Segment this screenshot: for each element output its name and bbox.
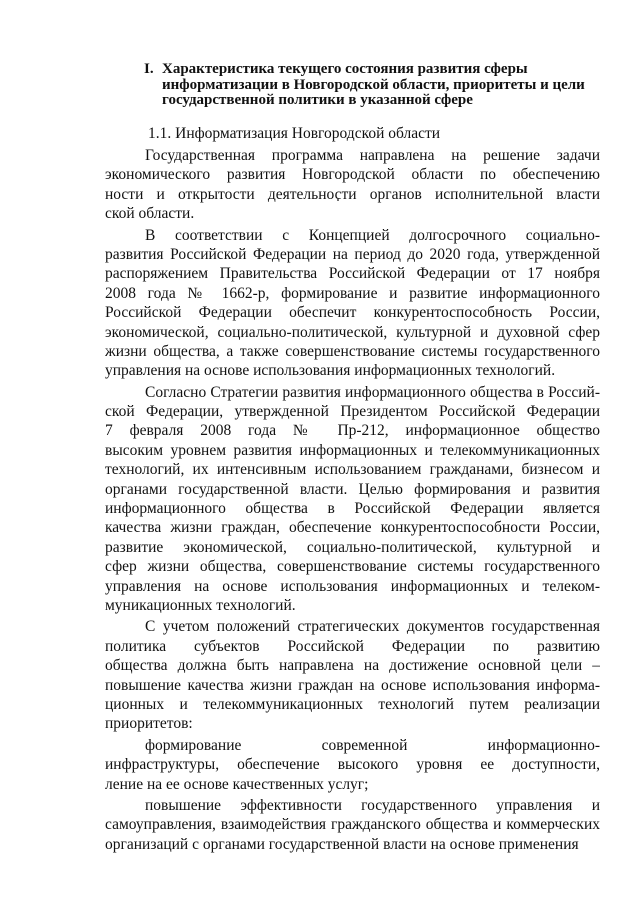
paragraph xyxy=(105,736,600,794)
paragraph-line: качества жизни граждан, обеспечение конкурентоспособности России, xyxy=(105,519,600,537)
paragraph-line: 7 февраля 2008 года № Пр-212, информационное общество xyxy=(105,422,600,440)
paragraph-line: информационного общества в Российской Федерации является xyxy=(105,500,600,518)
paragraph-line: повышение эффективности государственного управления и xyxy=(145,796,600,814)
paragraph xyxy=(105,617,600,733)
heading-number: I. xyxy=(144,61,154,77)
chapter-heading xyxy=(144,62,604,109)
paragraph-line: сфер жизни общества, совершенствование системы государственного xyxy=(105,558,600,576)
paragraph xyxy=(105,226,600,381)
paragraph-line: управления на основе использования информационных технологий. xyxy=(105,362,556,380)
heading-line-1 xyxy=(144,62,604,78)
paragraph-line: Согласно Стратегии развития информационного общества в Россий- xyxy=(145,383,600,401)
heading-line-2: информатизации в Новгородской области, приоритеты и цели xyxy=(162,76,585,93)
paragraph-line: жизни общества, а также совершенствование системы государственного xyxy=(105,342,600,360)
paragraph-line: самоуправления, взаимодействия гражданского общества и коммерческих xyxy=(105,816,600,834)
paragraph-line: Государственная программа направлена на решение задачи xyxy=(145,147,600,164)
paragraph-line: Российской Федерации обеспечит конкурентоспособность России, xyxy=(105,304,600,322)
paragraph-line: муникационных технологий. xyxy=(105,596,296,614)
paragraph-line: органами государственной власти. Целью формирования и развития xyxy=(105,480,600,498)
paragraph-line: развития Российской Федерации на период до 2020 года, утвержденной xyxy=(105,245,600,263)
document-body xyxy=(105,146,600,854)
paragraph-line: экономического развития Новгородской области по обеспечению xyxy=(105,166,600,184)
heading-line-3: государственной политики в указанной сфере xyxy=(162,92,473,108)
paragraph-line: ление на ее основе качественных услуг; xyxy=(105,775,369,793)
paragraph-line: технологий, их интенсивным использованием гражданами, бизнесом и xyxy=(105,461,600,479)
paragraph-line: ской Федерации, утвержденной Президентом Российской Федерации xyxy=(105,403,600,421)
paragraph-line: формирование современной информационно- xyxy=(145,736,600,754)
paragraph xyxy=(105,383,600,616)
paragraph-line: развитие экономической, социально-политической, культурной и xyxy=(105,538,600,556)
paragraph xyxy=(105,796,600,854)
paragraph-line: экономической, социально-политической, культурной и духовной сфер xyxy=(105,323,600,341)
paragraph-line: приоритетов: xyxy=(105,715,193,733)
paragraph-line: инфраструктуры, обеспечение высокого уровня ее доступности, xyxy=(105,756,600,774)
paragraph-line: ционных и телекоммуникационных технологий путем реализации xyxy=(105,695,600,713)
paragraph-line: 2008 года № 1662-р, формирование и развитие информационного xyxy=(105,284,600,302)
paragraph-line: распоряжением Правительства Российской Федерации от 17 ноября xyxy=(105,265,600,283)
paragraph-line: политика субъектов Российской Федерации по развитию xyxy=(105,637,600,655)
paragraph-line: организаций с органами государственной власти на основе применения xyxy=(105,835,579,853)
paragraph xyxy=(105,146,600,224)
paragraph-line: С учетом положений стратегических документов государственная xyxy=(145,618,600,636)
paragraph-line: ности и открытости деятельности органов исполнительной власти xyxy=(105,185,600,203)
paragraph-line: общества должна быть направлена на достижение основной цели – xyxy=(105,657,600,675)
paragraph-line: ской области. xyxy=(105,205,195,223)
paragraph-line: управления на основе использования информационных и телеком- xyxy=(105,577,600,595)
heading-text-1: Характеристика текущего состояния развития сферы xyxy=(162,61,528,77)
paragraph-line: В соответствии с Концепцией долгосрочного социально- xyxy=(145,226,600,244)
section-title: 1.1. Информатизация Новгородской области xyxy=(148,125,441,142)
paragraph-line: высоким уровнем развития информационных и телекоммуникационных xyxy=(105,441,600,459)
paragraph-line: повышение качества жизни граждан на основе использования информа- xyxy=(105,676,600,694)
